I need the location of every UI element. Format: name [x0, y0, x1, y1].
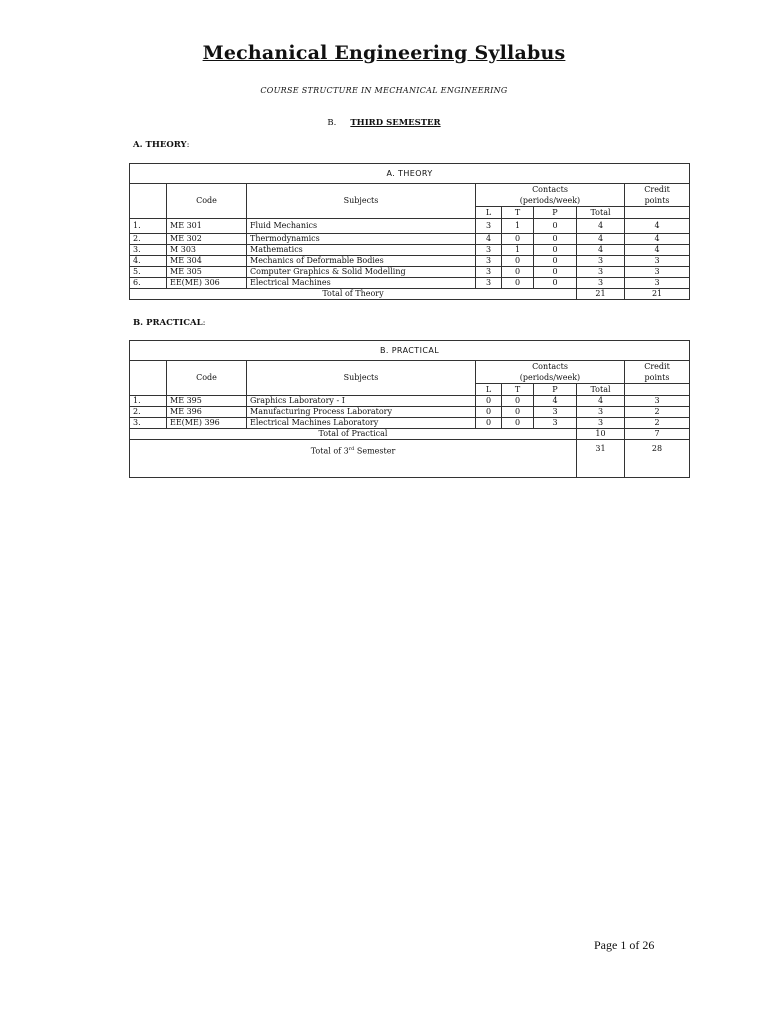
p-cell: 0 — [534, 234, 577, 245]
document-title: Mechanical Engineering Syllabus — [202, 42, 566, 64]
semester-total-prefix: Total of 3 — [310, 446, 349, 456]
theory-total-row — [130, 289, 690, 300]
p-cell: 0 — [534, 278, 577, 289]
p-cell: 3 — [534, 418, 577, 429]
subject-cell: Graphics Laboratory - I — [247, 396, 476, 407]
table-row — [130, 278, 690, 289]
table-row — [130, 267, 690, 278]
theory-total-label: Total of Theory — [130, 289, 577, 300]
sl-cell: 1. — [130, 219, 167, 234]
theory-total-credit: 21 — [625, 289, 690, 300]
t-cell: 0 — [502, 256, 534, 267]
credit-cell: 3 — [625, 267, 690, 278]
credit-cell: 4 — [625, 245, 690, 256]
table-row — [130, 234, 690, 245]
semester-total-row — [130, 440, 690, 478]
code-cell: ME 395 — [167, 396, 247, 407]
subject-cell: Manufacturing Process Laboratory — [247, 407, 476, 418]
p-cell: 0 — [534, 267, 577, 278]
total-cell: 3 — [577, 278, 625, 289]
practical-total-credit: 7 — [625, 429, 690, 440]
t-header: T — [502, 384, 534, 396]
semester-total-sup: rd — [348, 446, 355, 452]
table-row — [130, 256, 690, 267]
l-header: L — [476, 384, 502, 396]
total-cell: 3 — [577, 256, 625, 267]
p-cell: 3 — [534, 407, 577, 418]
l-cell: 3 — [476, 245, 502, 256]
table-row — [130, 418, 690, 429]
t-cell: 0 — [502, 396, 534, 407]
credit-subheader — [625, 207, 690, 219]
credit-cell: 3 — [625, 256, 690, 267]
semester-letter: B. — [327, 118, 337, 128]
subject-cell: Mathematics — [247, 245, 476, 256]
semester-total-suffix: Semester — [354, 446, 396, 456]
credit-header — [625, 361, 690, 384]
sl-cell: 6. — [130, 278, 167, 289]
total-cell: 3 — [577, 418, 625, 429]
t-header: T — [502, 207, 534, 219]
code-header: Code — [167, 361, 247, 396]
sl-cell: 1. — [130, 396, 167, 407]
total-cell: 3 — [577, 407, 625, 418]
page-footer: Page 1 of 26 — [594, 938, 655, 952]
header-row — [130, 361, 690, 384]
t-cell: 0 — [502, 267, 534, 278]
sl-cell: 5. — [130, 267, 167, 278]
theory-label-text: A. THEORY — [133, 140, 187, 150]
contacts-header — [476, 361, 625, 384]
practical-table — [129, 340, 690, 478]
credit-cell: 2 — [625, 418, 690, 429]
l-cell: 3 — [476, 256, 502, 267]
contacts-unit: (periods/week) — [519, 196, 581, 205]
code-cell: EE(ME) 306 — [167, 278, 247, 289]
total-cell: 3 — [577, 267, 625, 278]
total-cell: 4 — [577, 396, 625, 407]
code-cell: M 303 — [167, 245, 247, 256]
practical-section-label — [133, 318, 205, 328]
total-cell: 4 — [577, 219, 625, 234]
table-row — [130, 245, 690, 256]
header-row — [130, 184, 690, 207]
sl-header — [130, 184, 167, 219]
subject-cell: Mechanics of Deformable Bodies — [247, 256, 476, 267]
t-cell: 1 — [502, 245, 534, 256]
p-cell: 0 — [534, 256, 577, 267]
semester-name: THIRD SEMESTER — [350, 118, 441, 128]
credit-label-2: points — [644, 373, 670, 382]
practical-table-title: B. PRACTICAL — [130, 341, 690, 361]
semester-heading — [0, 118, 768, 128]
credit-cell: 3 — [625, 396, 690, 407]
sl-header — [130, 361, 167, 396]
semester-total-contacts: 31 — [577, 440, 625, 478]
theory-section-label — [133, 140, 190, 150]
contacts-label: Contacts — [532, 362, 568, 371]
t-cell: 1 — [502, 219, 534, 234]
p-cell: 0 — [534, 219, 577, 234]
total-cell: 4 — [577, 234, 625, 245]
semester-total-credit: 28 — [625, 440, 690, 478]
practical-total-row — [130, 429, 690, 440]
sl-cell: 2. — [130, 407, 167, 418]
contacts-unit: (periods/week) — [519, 373, 581, 382]
practical-total-contacts: 10 — [577, 429, 625, 440]
theory-label-colon: : — [186, 140, 190, 150]
credit-subheader — [625, 384, 690, 396]
l-header: L — [476, 207, 502, 219]
contacts-header — [476, 184, 625, 207]
t-cell: 0 — [502, 278, 534, 289]
p-cell: 0 — [534, 245, 577, 256]
practical-label-text: B. PRACTICAL — [133, 318, 203, 328]
theory-table-title: A. THEORY — [130, 164, 690, 184]
total-header: Total — [577, 207, 625, 219]
table-title-row — [130, 341, 690, 361]
credit-cell: 4 — [625, 234, 690, 245]
subjects-header: Subjects — [247, 361, 476, 396]
theory-total-contacts: 21 — [577, 289, 625, 300]
code-cell: EE(ME) 396 — [167, 418, 247, 429]
subject-cell: Fluid Mechanics — [247, 219, 476, 234]
sl-cell: 2. — [130, 234, 167, 245]
l-cell: 3 — [476, 267, 502, 278]
subject-cell: Computer Graphics & Solid Modelling — [247, 267, 476, 278]
credit-header — [625, 184, 690, 207]
credit-cell: 2 — [625, 407, 690, 418]
p-header: P — [534, 384, 577, 396]
total-cell: 4 — [577, 245, 625, 256]
code-cell: ME 301 — [167, 219, 247, 234]
t-cell: 0 — [502, 234, 534, 245]
semester-total-label — [130, 440, 577, 478]
credit-cell: 3 — [625, 278, 690, 289]
table-row — [130, 407, 690, 418]
l-cell: 3 — [476, 278, 502, 289]
sl-cell: 3. — [130, 245, 167, 256]
table-row — [130, 396, 690, 407]
credit-label: Credit — [644, 362, 670, 371]
table-row — [130, 219, 690, 234]
code-cell: ME 305 — [167, 267, 247, 278]
total-header: Total — [577, 384, 625, 396]
l-cell: 0 — [476, 396, 502, 407]
practical-total-label: Total of Practical — [130, 429, 577, 440]
p-header: P — [534, 207, 577, 219]
l-cell: 3 — [476, 219, 502, 234]
code-cell: ME 304 — [167, 256, 247, 267]
l-cell: 4 — [476, 234, 502, 245]
subject-cell: Electrical Machines — [247, 278, 476, 289]
contacts-label: Contacts — [532, 185, 568, 194]
subject-cell: Thermodynamics — [247, 234, 476, 245]
t-cell: 0 — [502, 407, 534, 418]
credit-cell: 4 — [625, 219, 690, 234]
l-cell: 0 — [476, 407, 502, 418]
credit-label: Credit — [644, 185, 670, 194]
theory-table — [129, 163, 690, 300]
practical-label-colon: : — [202, 318, 206, 328]
subject-cell: Electrical Machines Laboratory — [247, 418, 476, 429]
code-cell: ME 396 — [167, 407, 247, 418]
document-subtitle: COURSE STRUCTURE IN MECHANICAL ENGINEERING — [260, 86, 508, 95]
code-cell: ME 302 — [167, 234, 247, 245]
l-cell: 0 — [476, 418, 502, 429]
code-header: Code — [167, 184, 247, 219]
table-title-row — [130, 164, 690, 184]
subjects-header: Subjects — [247, 184, 476, 219]
sl-cell: 4. — [130, 256, 167, 267]
p-cell: 4 — [534, 396, 577, 407]
sl-cell: 3. — [130, 418, 167, 429]
t-cell: 0 — [502, 418, 534, 429]
credit-label-2: points — [644, 196, 670, 205]
